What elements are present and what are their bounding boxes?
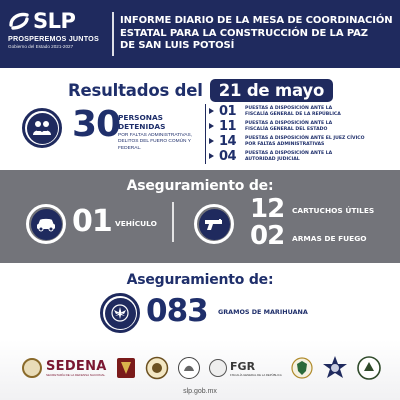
breakdown-text-line: POR FALTAS ADMINISTRATIVAS <box>245 141 325 147</box>
logo-slogan: PROSPEREMOS JUNTOS <box>8 34 99 43</box>
logo-text: SLP <box>33 9 76 33</box>
breakdown-text-line: FISCALÍA GENERAL DEL ESTADO <box>245 126 328 132</box>
breakdown-count: 14 <box>219 134 237 149</box>
header-divider <box>112 12 114 56</box>
breakdown-text-line: PUESTAS A DISPOSICIÓN ANTE EL JUEZ CÍVICO <box>245 136 365 142</box>
seizure-heading: Aseguramiento de: <box>126 178 274 194</box>
band-divider <box>172 202 174 242</box>
breakdown-count: 11 <box>219 119 237 134</box>
firearms-label: ARMAS DE FUEGO <box>292 234 367 243</box>
marijuana-leaf-icon <box>100 293 140 333</box>
marijuana-label: GRAMOS DE MARIHUANA <box>218 308 308 316</box>
breakdown-item <box>219 134 390 149</box>
firearms-count: 02 <box>250 221 285 251</box>
date-badge: 21 de mayo <box>210 79 333 102</box>
breakdown-item <box>219 104 390 119</box>
breakdown-text-line: PUESTAS A DISPOSICIÓN ANTE LA <box>245 151 333 157</box>
website-url: slp.gob.mx <box>183 388 217 395</box>
breakdown-text-line: FISCALÍA GENERAL DE LA REPÚBLICA <box>245 111 341 117</box>
sedena-logo <box>22 358 107 378</box>
vehicle-icon <box>26 204 66 244</box>
cartridges-count: 12 <box>250 194 285 224</box>
vehicle-count: 01 <box>72 204 112 239</box>
breakdown-text-line: PUESTAS A DISPOSICIÓN ANTE LA <box>245 106 333 112</box>
marijuana-count: 083 <box>146 293 208 329</box>
fgr-seal-icon <box>209 359 227 377</box>
eagle-seal-icon <box>22 358 42 378</box>
fgr-logo <box>209 359 282 377</box>
sedena-name: SEDENA <box>46 358 107 374</box>
breakdown-text-line: AUTORIDAD JUDICIAL <box>245 156 300 162</box>
fgr-name: FGR <box>230 359 256 373</box>
breakdown-text-line: PUESTAS A DISPOSICIÓN ANTE LA <box>245 121 333 127</box>
report-title-line: DE SAN LUIS POTOSÍ <box>120 40 235 52</box>
results-heading <box>68 79 333 102</box>
detained-persons-icon <box>22 108 62 148</box>
military-zone-badge-icon <box>115 356 137 380</box>
results-heading-label: Resultados del <box>68 81 203 100</box>
detained-label-line: DETENIDAS <box>118 122 166 131</box>
report-title <box>114 15 400 53</box>
institution-logos <box>22 352 382 384</box>
breakdown-text <box>241 121 332 132</box>
breakdown-count: 01 <box>219 104 237 119</box>
breakdown-text <box>241 106 341 117</box>
sedena-subtitle: SECRETARÍA DE LA DEFENSA NACIONAL <box>46 372 106 377</box>
breakdown-item <box>219 149 390 164</box>
seizure-2-heading: Aseguramiento de: <box>126 272 274 288</box>
slp-logo <box>0 0 112 68</box>
breakdown-item <box>219 119 390 134</box>
national-guard-seal-icon <box>145 356 169 380</box>
cartridges-label: CARTUCHOS ÚTILES <box>292 206 375 215</box>
detained-count: 30 <box>72 104 121 145</box>
detained-label <box>118 113 165 131</box>
vehicle-label: VEHÍCULO <box>115 219 157 228</box>
mexico-coat-of-arms-icon <box>177 356 201 380</box>
firearm-icon <box>194 204 234 244</box>
detention-breakdown-list <box>205 104 390 164</box>
state-seal-icon <box>356 355 382 381</box>
state-guard-shield-icon <box>290 356 314 380</box>
breakdown-text <box>241 151 332 162</box>
detained-label-line: PERSONAS <box>118 113 163 122</box>
header-banner <box>0 0 400 68</box>
detained-subtitle: POR FALTAS ADMINISTRATIVAS, DELITOS DEL FUERO COMÚN Y FEDERAL. <box>118 133 193 151</box>
fgr-subtitle: FISCALÍA GENERAL DE LA REPÚBLICA <box>230 372 282 377</box>
logo-government: Gobierno del Estado 2021-2027 <box>8 44 74 49</box>
breakdown-text <box>241 136 365 147</box>
report-title-line: ESTATAL PARA LA CONSTRUCCIÓN DE LA PAZ <box>120 27 368 39</box>
police-star-icon <box>322 355 348 381</box>
breakdown-count: 04 <box>219 149 237 164</box>
report-title-line: INFORME DIARIO DE LA MESA DE COORDINACIÓN <box>120 15 393 27</box>
slp-swirl-icon <box>8 11 30 31</box>
